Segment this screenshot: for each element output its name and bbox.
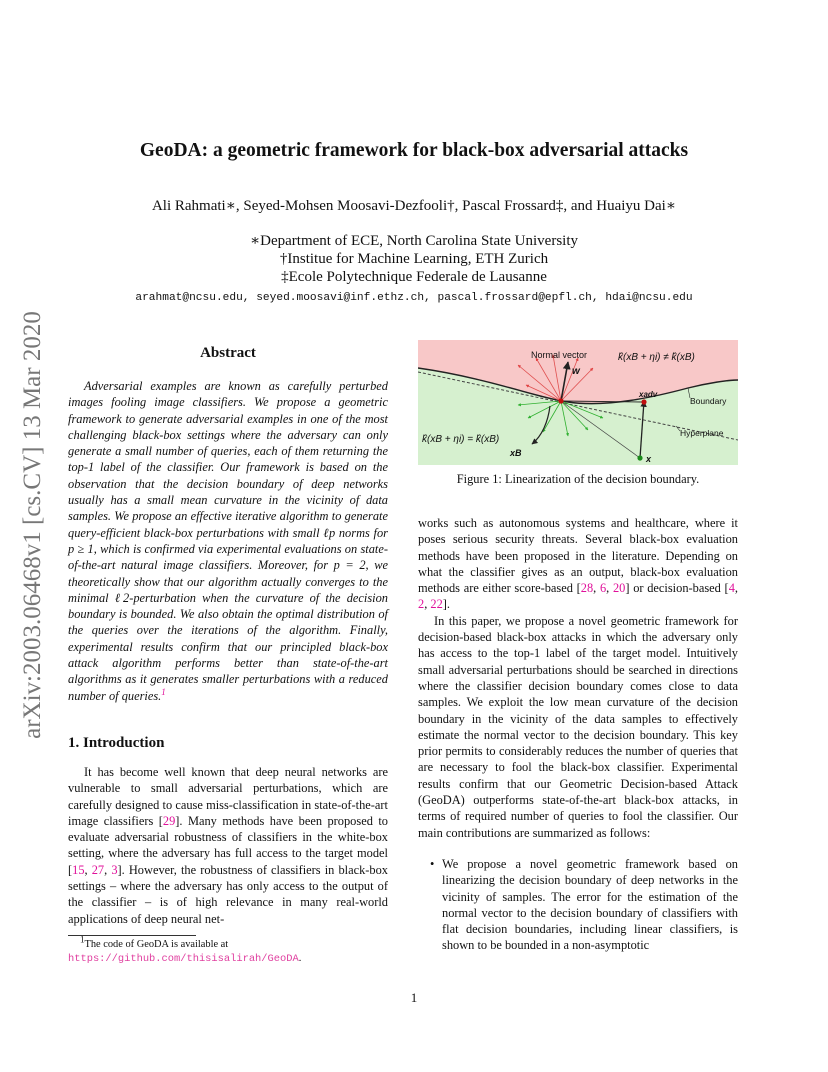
footnote-mark: 1 bbox=[80, 934, 85, 945]
figure-diagram bbox=[418, 340, 738, 465]
citation-separator: , bbox=[593, 581, 600, 596]
citation-separator: , bbox=[84, 862, 92, 877]
continuation-paragraph bbox=[418, 515, 738, 613]
point-x bbox=[637, 455, 642, 460]
intro-text-b: ]. Many methods have been proposed to evaluate adversarial robustness of classifiers in the white-box setting, where the adversary has full access to the target model [ bbox=[68, 813, 388, 877]
label-x: x bbox=[646, 454, 652, 464]
right-text-b: ] or decision-based [ bbox=[625, 581, 729, 596]
figure-linearization bbox=[418, 340, 738, 465]
section-heading-introduction: 1. Introduction bbox=[68, 735, 165, 751]
affiliation-eth: †Institue for Machine Learning, ETH Zurich bbox=[279, 251, 549, 267]
abstract-body bbox=[68, 378, 388, 704]
intro-text-c: ]. However, the robustness of classifiers in black-box settings – where the adversary has only access to the output of the classifier – is of high relevance in many real-world applications of deep neural net- bbox=[68, 862, 388, 926]
right-text-c: ]. bbox=[442, 597, 451, 612]
point-xadv bbox=[641, 399, 646, 404]
label-w: w bbox=[572, 366, 580, 377]
footnote-divider bbox=[68, 935, 196, 936]
label-normal-vector: Normal vector bbox=[531, 350, 588, 360]
citation-separator: , bbox=[734, 581, 738, 596]
abstract-text: Adversarial examples are known as carefully perturbed images fooling image classifiers. We propose a geometric framework to generate adversarial examples in one of the most challenging black-box settings where the adversary can only generate a small number of queries, each of them returning the top-1 label of the classifier. Our framework is based on the observation that the decision boundary of deep networks usually has a small mean curvature in the vicinity of data samples. We propose an effective iterative algorithm to generate query-efficient black-box perturbations with small ℓp norms for p ≥ 1, which is confirmed via experimental evaluations on state-of-the-art natural image classifiers. Moreover, for p = 2, we theoretically show that our algorithm actually converges to the minimal ℓ2-perturbation when the curvature of the decision boundary is bounded. We also obtain the optimal distribution of the queries over the iterations of the algorithm. Finally, experimental results confirm that our principled black-box attack algorithm performs better than state-of-the-art algorithms as it generates smaller perturbations with a reduced number of queries. bbox=[68, 379, 388, 703]
citation-link[interactable]: 3 bbox=[111, 862, 118, 877]
citation-link[interactable]: 27 bbox=[91, 862, 105, 877]
affiliation-epfl: ‡Ecole Polytechnique Federale de Lausanne bbox=[281, 269, 547, 285]
citation-separator: , bbox=[104, 862, 112, 877]
label-hyperplane: Hyperplane bbox=[680, 428, 724, 438]
citation-link[interactable]: 28 bbox=[580, 581, 594, 596]
right-column-text bbox=[418, 515, 738, 841]
citation-link[interactable]: 29 bbox=[162, 813, 176, 828]
label-x-adv: xadv bbox=[639, 390, 658, 399]
contribution-paragraph: In this paper, we propose a novel geometric framework for decision-based black-box attacks in which the adversary only has access to the top-1 label of the target model. Intuitively small adversarial perturbations should be searched in directions where the classifier decision boundary comes close to data samples. We exploit the low mean curvature of the decision boundary in the vicinity of the data samples to effectively estimate the normal vector to the decision boundary. This key prior permits to considerably reduces the number of queries that are necessary to fool the black-box classifier. Experimental results confirm that our Geometric Decision-based Attack (GeoDA) outperforms state-of-the-art black-box attacks, in terms of required number of queries to fool the classifier. Our main contributions are summarized as follows: bbox=[418, 613, 738, 840]
citation-separator: , bbox=[606, 581, 613, 596]
citation-separator: , bbox=[424, 597, 431, 612]
code-repo-link[interactable]: https://github.com/thisisalirah/GeoDA bbox=[68, 953, 299, 965]
contribution-bullet bbox=[418, 856, 738, 954]
label-xb: xB bbox=[510, 448, 522, 458]
citation-link[interactable]: 2 bbox=[418, 597, 425, 612]
citation-link[interactable]: 15 bbox=[72, 862, 85, 877]
author-list: Ali Rahmati∗, Seyed-Mohsen Moosavi-Dezfooli†, Pascal Frossard‡, and Huaiyu Dai∗ bbox=[151, 198, 677, 214]
label-boundary: Boundary bbox=[690, 396, 727, 406]
label-top-equation: k̂(xB + ηi) ≠ k̂(xB) bbox=[618, 352, 695, 363]
footnote-end: . bbox=[298, 953, 302, 964]
affiliations bbox=[0, 232, 828, 286]
introduction-paragraph bbox=[68, 764, 388, 927]
arxiv-sidebar bbox=[19, 290, 46, 760]
bullet-mark: • bbox=[430, 857, 435, 871]
abstract-footnote-mark[interactable]: 1 bbox=[161, 686, 166, 697]
author-emails: arahmat@ncsu.edu, seyed.moosavi@inf.ethz.ch, pascal.frossard@epfl.ch, hdai@ncsu.edu bbox=[135, 292, 693, 304]
footnote-text: The code of GeoDA is available at bbox=[84, 939, 229, 950]
page-number: 1 bbox=[410, 990, 418, 1005]
paper-title: GeoDA: a geometric framework for black-box adversarial attacks bbox=[139, 140, 689, 161]
intro-text-a: It has become well known that deep neural networks are vulnerable to small adversarial perturbations, which are carefully designed to cause miss-classification in state-of-the-art image classifiers [ bbox=[68, 765, 388, 828]
citation-link[interactable]: 22 bbox=[430, 597, 443, 612]
figure-caption: Figure 1: Linearization of the decision boundary. bbox=[456, 472, 700, 486]
citation-link[interactable]: 20 bbox=[612, 581, 626, 596]
footnote bbox=[68, 934, 388, 966]
point-xb bbox=[558, 398, 563, 403]
citation-link[interactable]: 4 bbox=[728, 581, 735, 596]
label-bottom-equation: k̂(xB + ηi) = k̂(xB) bbox=[422, 434, 500, 445]
arxiv-identifier: arXiv:2003.06468v1 [cs.CV] 13 Mar 2020 bbox=[19, 311, 46, 739]
abstract-heading: Abstract bbox=[200, 345, 256, 361]
citation-link[interactable]: 6 bbox=[599, 581, 607, 596]
bullet-text: We propose a novel geometric framework based on linearizing the decision boundary of deep networks in the vicinity of samples. The error for the estimation of the normal vector to the decision boundary of classifiers with flat decision boundaries, including linear classifiers, is shown to be bounded in a non-asymptotic bbox=[442, 857, 738, 953]
affiliation-ncsu: ∗Department of ECE, North Carolina State University bbox=[249, 233, 579, 249]
right-text-a: works such as autonomous systems and healthcare, where it poses serious security threats. Several black-box evaluation methods have been proposed in the literature. Depending on what the classifier gives as an output, black-box evaluation methods are either score-based [ bbox=[418, 516, 738, 596]
